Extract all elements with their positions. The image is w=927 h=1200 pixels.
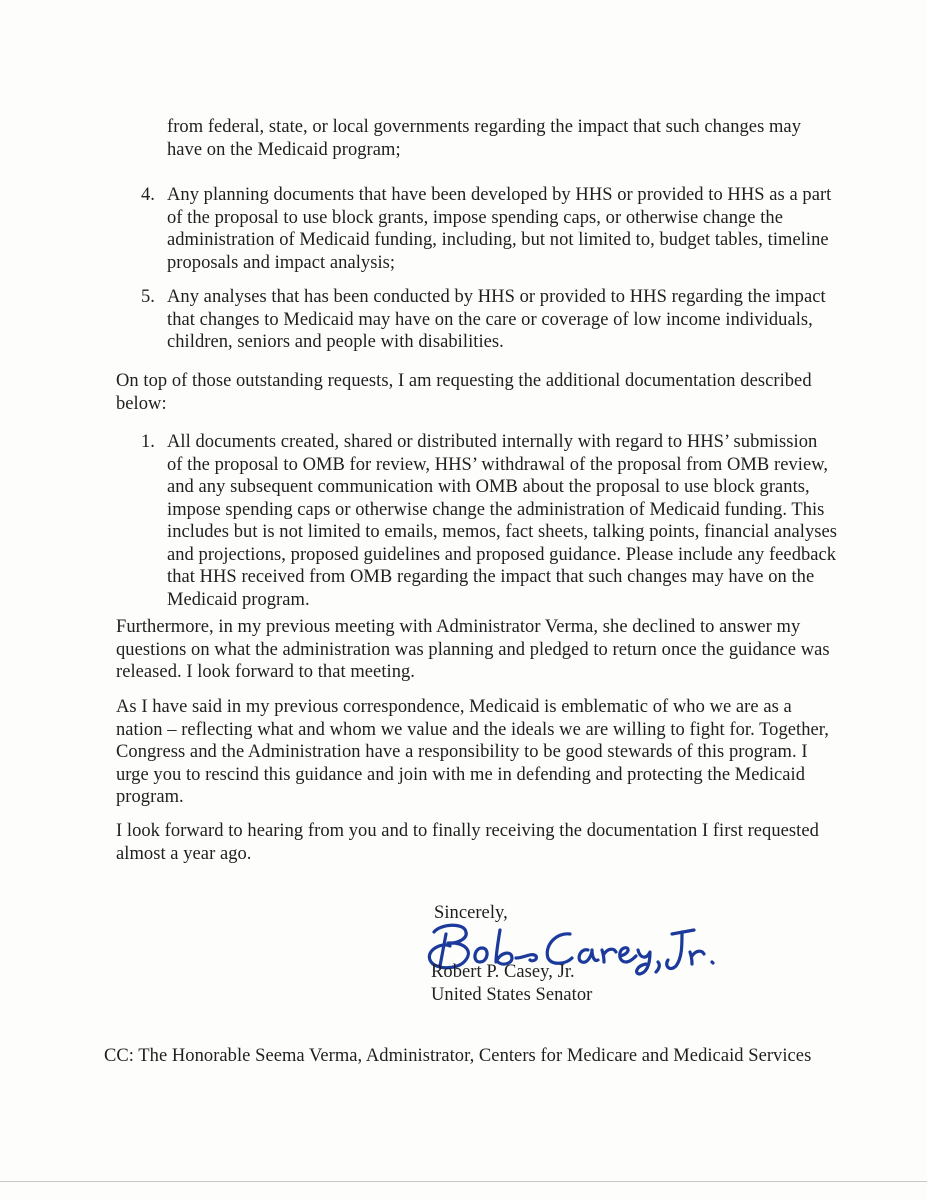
item-5-text bbox=[167, 286, 826, 354]
item-4-number: 4. bbox=[141, 185, 155, 205]
text-line: On top of those outstanding requests, I am requesting the additional documentation described bbox=[116, 371, 812, 391]
text-line: As I have said in my previous correspondence, Medicaid is emblematic of who we are as a bbox=[116, 697, 792, 717]
text-line: below: bbox=[116, 393, 167, 414]
text-line: proposals and impact analysis; bbox=[167, 252, 396, 273]
text-line: have on the Medicaid program; bbox=[167, 139, 401, 160]
text-line: Any planning documents that have been developed by HHS or provided to HHS as a part bbox=[167, 185, 832, 205]
text-line: that HHS received from OMB regarding the impact that such changes may have on the bbox=[167, 567, 815, 587]
text-line: that changes to Medicaid may have on the care or coverage of low income individuals, bbox=[167, 309, 813, 330]
new-item-1-text bbox=[167, 431, 837, 611]
meeting-paragraph bbox=[116, 616, 830, 684]
text-line: administration of Medicaid funding, including, but not limited to, budget tables, timeline bbox=[167, 230, 829, 250]
text-line: nation – reflecting what and whom we value and the ideals we are willing to fight for. Together, bbox=[116, 719, 829, 740]
item-3-continuation bbox=[167, 116, 801, 161]
text-line: and projections, proposed guidelines and proposed guidance. Please include any feedback bbox=[167, 544, 837, 565]
signer-title: United States Senator bbox=[431, 984, 593, 1005]
text-line: Furthermore, in my previous meeting with Administrator Verma, she declined to answer my bbox=[116, 617, 801, 637]
salutation: Sincerely, bbox=[434, 903, 508, 923]
text-line: includes but is not limited to emails, memos, fact sheets, talking points, financial analyses bbox=[167, 522, 838, 542]
text-line: of the proposal to OMB for review, HHS’ withdrawal of the proposal from OMB review, bbox=[167, 454, 829, 475]
text-line: and any subsequent communication with OMB about the proposal to use block grants, bbox=[167, 477, 810, 497]
text-line: from federal, state, or local governments regarding the impact that such changes may bbox=[167, 117, 801, 137]
text-line: Congress and the Administration have a responsibility to be good stewards of this program. I bbox=[116, 742, 808, 762]
text-line: released. I look forward to that meeting. bbox=[116, 662, 415, 682]
text-line: of the proposal to use block grants, impose spending caps, or otherwise change the bbox=[167, 207, 783, 228]
text-line: All documents created, shared or distributed internally with regard to HHS’ submission bbox=[167, 432, 818, 452]
text-line: almost a year ago. bbox=[116, 843, 252, 864]
new-item-1-number: 1. bbox=[141, 432, 155, 452]
text-line: program. bbox=[116, 787, 184, 807]
cc-line: CC: The Honorable Seema Verma, Administrator, Centers for Medicare and Medicaid Services bbox=[104, 1046, 812, 1066]
item-4-text bbox=[167, 184, 831, 274]
additional-request-intro bbox=[116, 370, 812, 415]
text-line: I look forward to hearing from you and to finally receiving the documentation I first requested bbox=[116, 821, 819, 841]
scan-edge-divider bbox=[0, 1181, 927, 1182]
closing-paragraph bbox=[116, 820, 819, 865]
signer-block bbox=[431, 961, 592, 1006]
text-line: children, seniors and people with disabilities. bbox=[167, 332, 504, 352]
medicaid-paragraph bbox=[116, 696, 829, 809]
item-5-number: 5. bbox=[141, 287, 155, 307]
text-line: Medicaid program. bbox=[167, 589, 310, 610]
text-line: impose spending caps or otherwise change the administration of Medicaid funding. This bbox=[167, 499, 825, 520]
text-line: Any analyses that has been conducted by HHS or provided to HHS regarding the impact bbox=[167, 287, 826, 307]
text-line: urge you to rescind this guidance and join with me in defending and protecting the Medicaid bbox=[116, 764, 806, 785]
text-line: questions on what the administration was planning and pledged to return once the guidance was bbox=[116, 639, 830, 660]
signer-name: Robert P. Casey, Jr. bbox=[431, 962, 575, 982]
